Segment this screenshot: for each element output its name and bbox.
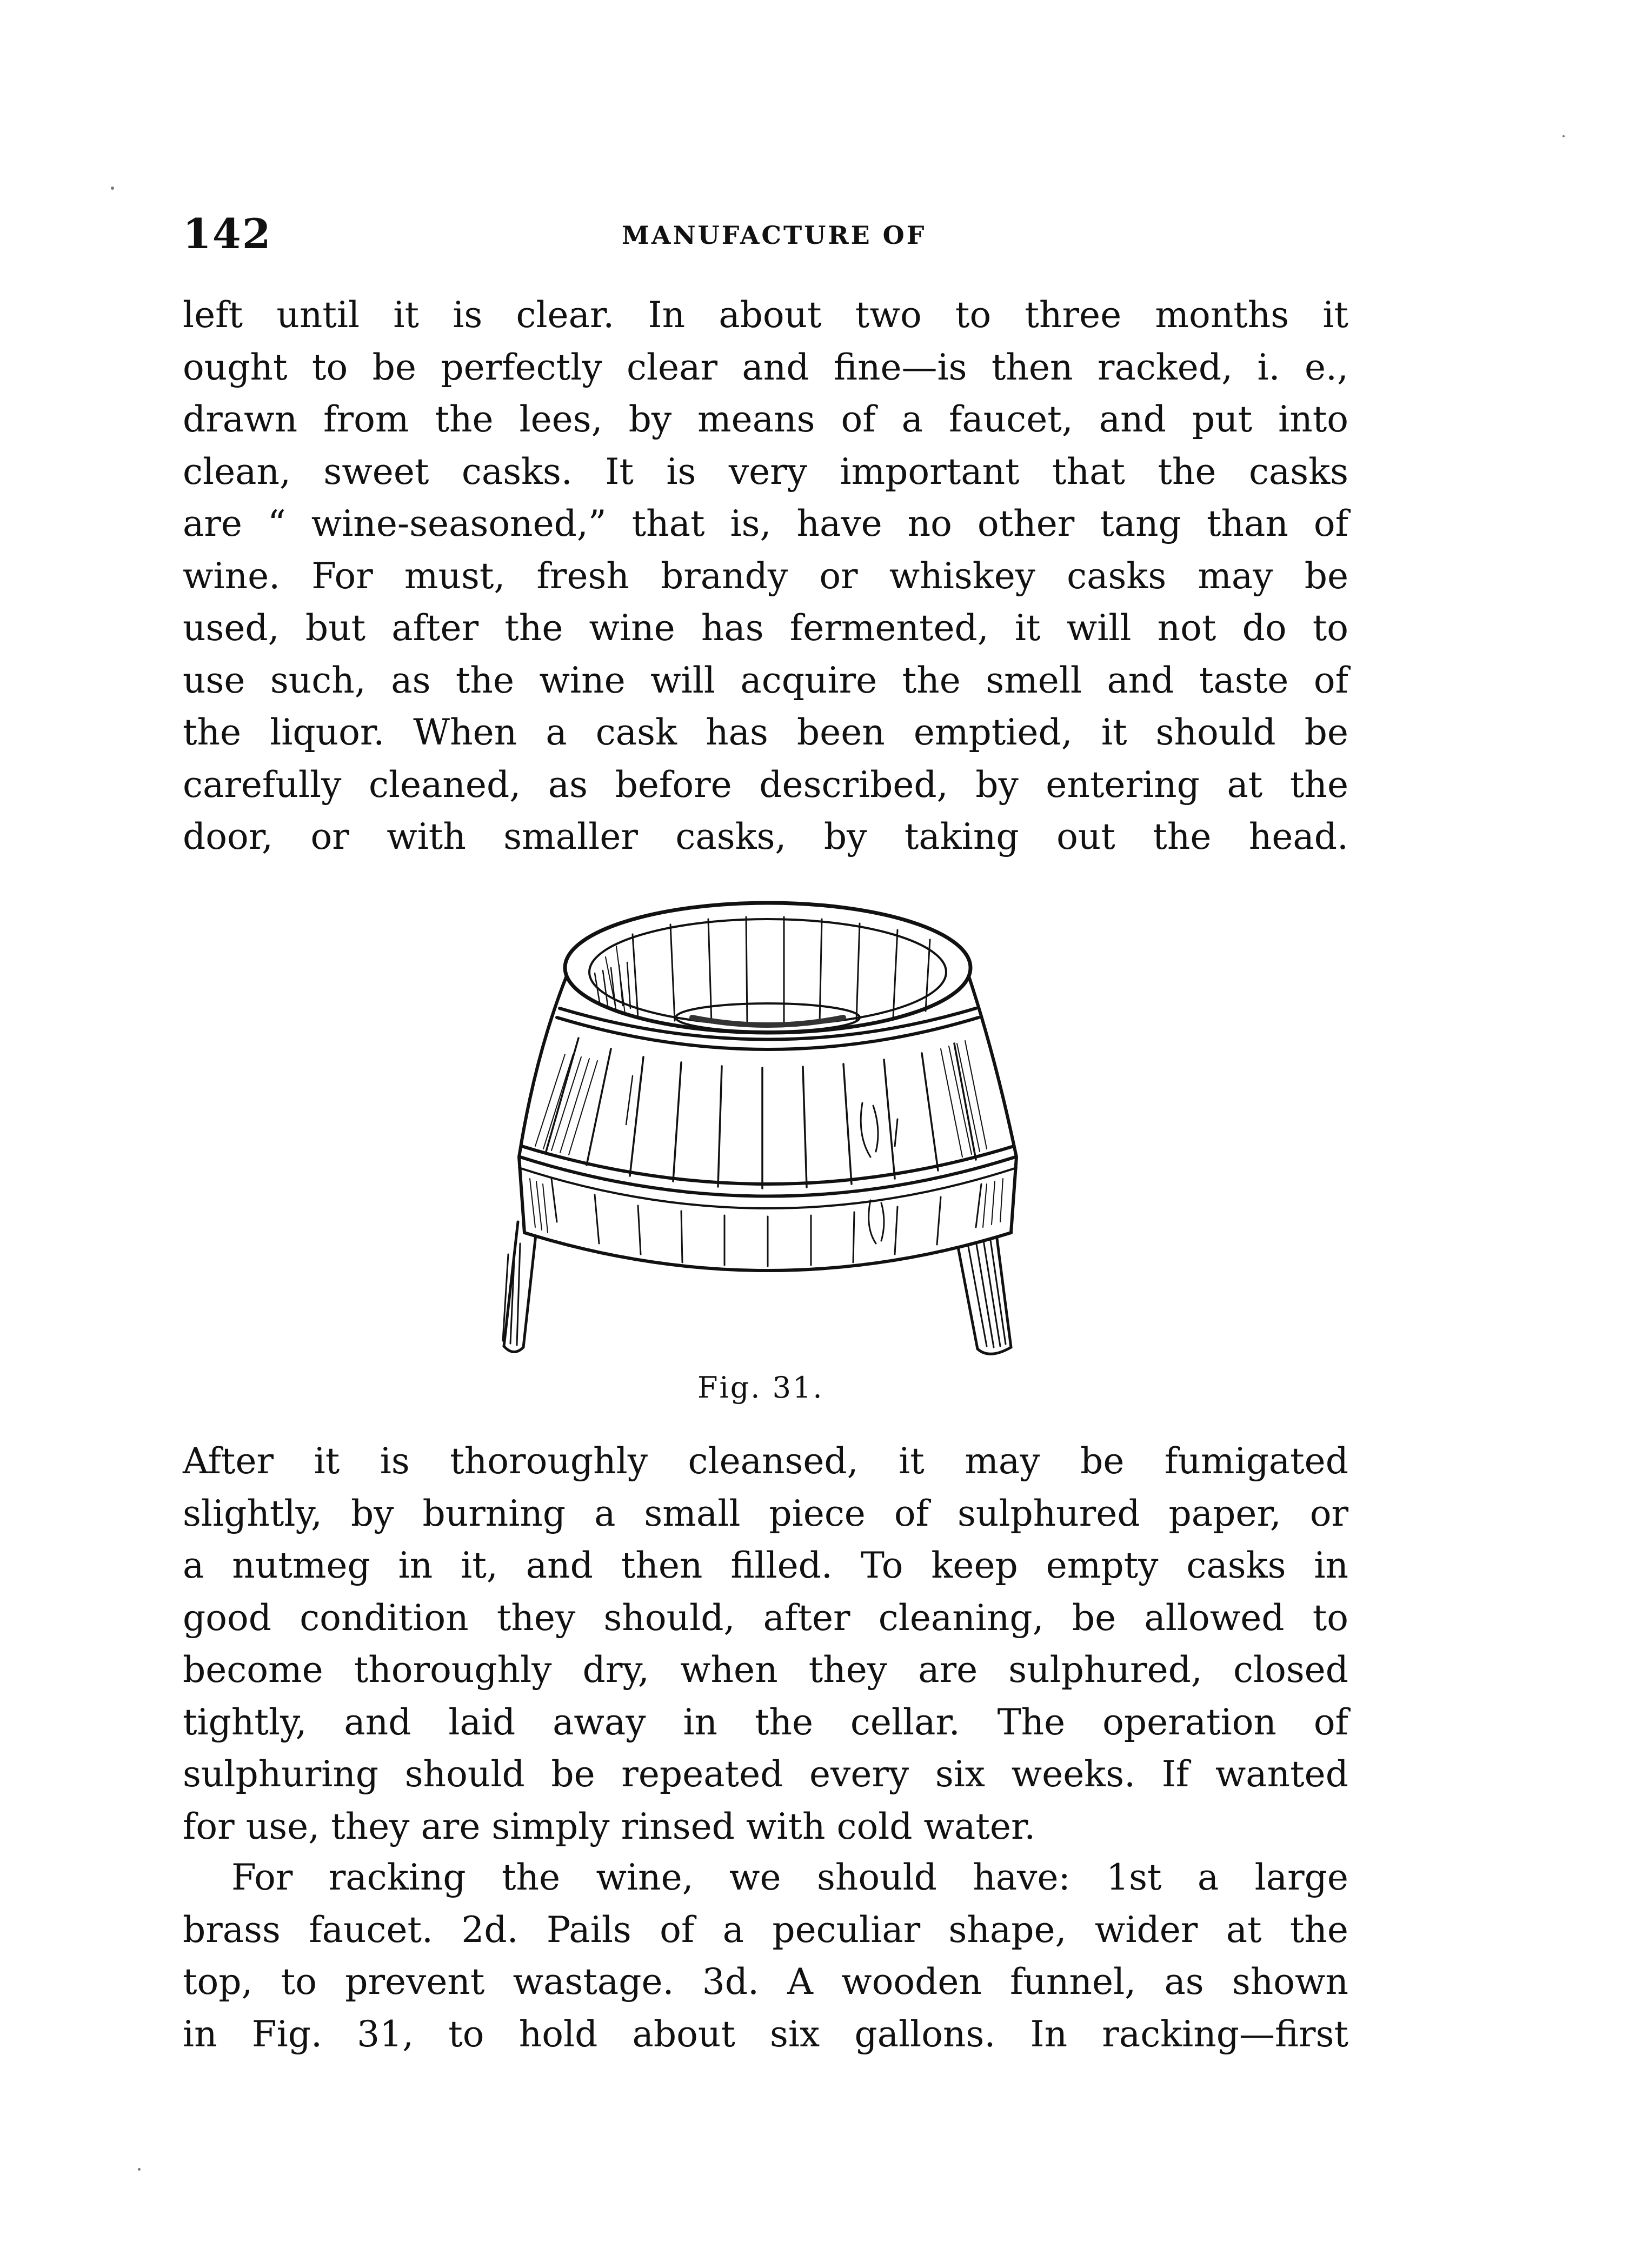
text-line: After it is thoroughly cleansed, it may be fumigated: [183, 1440, 1348, 1482]
text-line: become thoroughly dry, when they are sulphured, closed: [183, 1649, 1348, 1691]
text-line: ought to be perfectly clear and fine—is then racked, i. e.,: [183, 346, 1348, 388]
text-line: left until it is clear. In about two to three months it: [183, 294, 1348, 336]
text-line: drawn from the lees, by means of a faucet, and put into: [183, 398, 1348, 440]
text-line: in Fig. 31, to hold about six gallons. In racking—first: [183, 2013, 1348, 2055]
text-line: door, or with smaller casks, by taking out the head.: [183, 816, 1348, 857]
wooden-funnel-tub-illustration: [454, 876, 1076, 1373]
text-line: the liquor. When a cask has been emptied, it should be: [183, 711, 1348, 753]
text-line: top, to prevent wastage. 3d. A wooden funnel, as shown: [183, 1961, 1348, 2003]
text-line: a nutmeg in it, and then filled. To keep empty casks in: [183, 1545, 1348, 1586]
running-head: MANUFACTURE OF: [622, 221, 927, 250]
figure-caption: Fig. 31.: [697, 1371, 824, 1405]
text-line: For racking the wine, we should have: 1st a large: [231, 1857, 1348, 1898]
paper-speck: [1562, 135, 1565, 137]
text-line: slightly, by burning a small piece of sulphured paper, or: [183, 1492, 1348, 1534]
paragraph-1: [183, 289, 1348, 863]
text-line: clean, sweet casks. It is very important that the casks: [183, 450, 1348, 493]
text-line: tightly, and laid away in the cellar. The operation of: [183, 1701, 1348, 1743]
paragraph-2: [183, 1435, 1348, 1853]
paper-speck: [138, 2168, 141, 2171]
text-line: use such, as the wine will acquire the smell and taste of: [183, 659, 1348, 701]
text-line: are “ wine-seasoned,” that is, have no other tang than of: [183, 503, 1348, 544]
page-number: 142: [183, 210, 272, 258]
text-line: used, but after the wine has fermented, it will not do to: [183, 607, 1348, 649]
text-line: brass faucet. 2d. Pails of a peculiar shape, wider at the: [183, 1908, 1348, 1951]
paragraph-3: [183, 1852, 1348, 2060]
paper-speck: [111, 187, 114, 190]
text-line: sulphuring should be repeated every six weeks. If wanted: [183, 1753, 1348, 1795]
text-line: carefully cleaned, as before described, by entering at the: [183, 763, 1348, 806]
text-line: wine. For must, fresh brandy or whiskey casks may be: [183, 555, 1348, 597]
text-line: for use, they are simply rinsed with cold water.: [183, 1805, 1036, 1847]
text-line: good condition they should, after cleaning, be allowed to: [183, 1597, 1348, 1639]
